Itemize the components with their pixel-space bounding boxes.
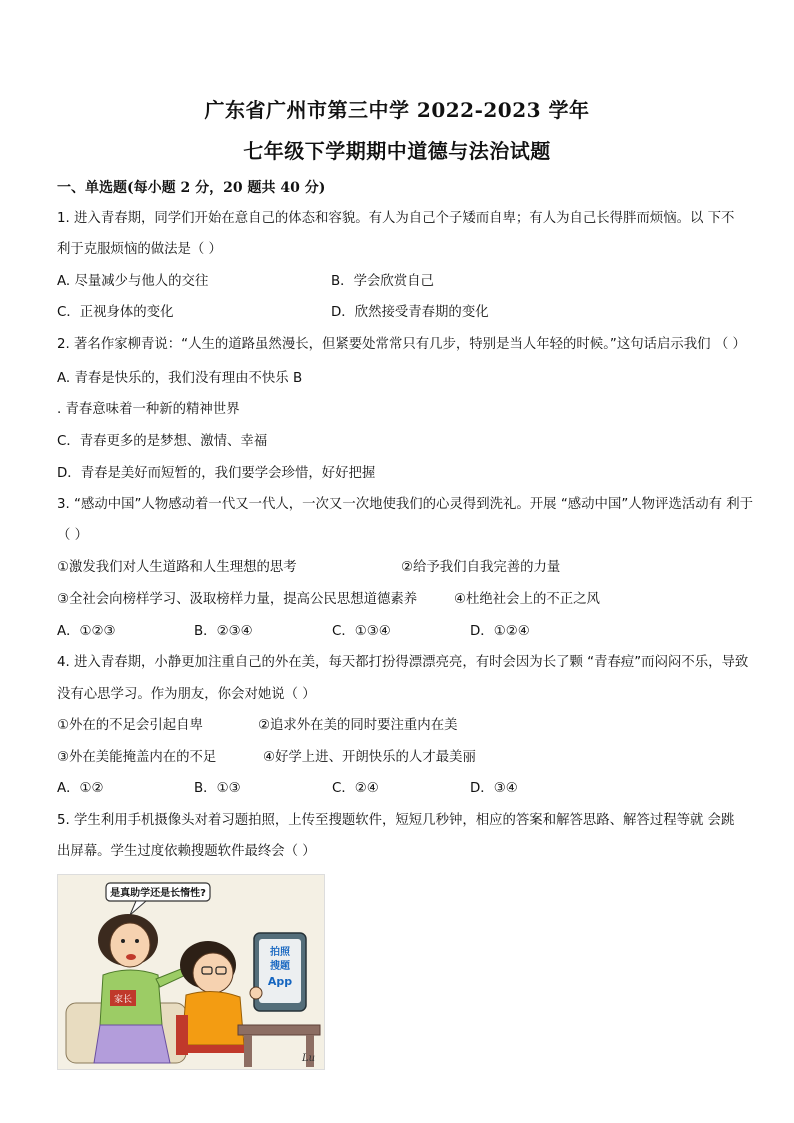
exam-title-line2: 七年级下学期期中道德与法治试题	[243, 139, 551, 163]
q2-option-line1: A. 青春是快乐的，我们没有理由不快乐 B	[57, 371, 303, 386]
q3-item-1: ①激发我们对人生道路和人生理想的思考	[57, 560, 297, 575]
q3-stem-line1: 3. “感动中国”人物感动着一代又一代人，一次又一次地使我们的心灵得到洗礼。开展 “感动中国”人物评选活动有 利于	[57, 497, 754, 512]
q4-stem-line2: 没有心思学习。作为朋友，你会对她说（ ）	[57, 687, 316, 702]
cartoon-signature: Lu	[302, 1053, 316, 1064]
q4-option-a: A．①②	[57, 781, 104, 796]
q3-item-3: ③全社会向榜样学习、汲取榜样力量，提高公民思想道德素养	[57, 592, 418, 607]
q2-option-line4: D．青春是美好而短暂的，我们要学会珍惜，好好把握	[57, 466, 376, 481]
q1-option-c: C．正视身体的变化	[57, 305, 174, 320]
exam-title-line1: 广东省广州市第三中学 2022-2023 学年	[204, 98, 590, 122]
cartoon-illustration	[57, 874, 325, 1070]
q2-option-line2: . 青春意味着一种新的精神世界	[57, 402, 240, 417]
cartoon-svg	[58, 875, 324, 1069]
q4-item-4: ④好学上进、开朗快乐的人才最美丽	[263, 750, 476, 765]
q3-option-c: C．①③④	[332, 624, 391, 639]
q2-stem-line1: 2. 著名作家柳青说：“人生的道路虽然漫长，但紧要处常常只有几步，特别是当人年轻的时候。”这句话启示我们 （ ）	[57, 337, 746, 352]
q3-stem-line2: （ ）	[57, 528, 89, 543]
q2-option-line3: C．青春更多的是梦想、激情、幸福	[57, 434, 268, 449]
q4-stem-line1: 4. 进入青春期，小静更加注重自己的外在美，每天都打扮得漂漂亮亮，有时会因为长了颗 “青春痘”而闷闷不乐，导致	[57, 655, 749, 670]
q3-option-d: D．①②④	[470, 624, 530, 639]
q1-option-d: D．欣然接受青春期的变化	[331, 305, 489, 320]
cartoon-bubble-text: 是真助学还是长惰性?	[110, 888, 206, 899]
q1-option-b: B．学会欣赏自己	[331, 274, 434, 289]
q4-option-d: D．③④	[470, 781, 518, 796]
cartoon-tablet-line3: App	[267, 975, 293, 988]
section-heading: 一、单选题(每小题 2 分，20 题共 40 分)	[57, 180, 326, 196]
q1-option-a: A. 尽量减少与他人的交往	[57, 274, 209, 289]
q4-option-b: B．①③	[194, 781, 241, 796]
q5-stem-line1: 5. 学生利用手机摄像头对着习题拍照，上传至搜题软件，短短几秒钟，相应的答案和解答思路、解答过程等就 会跳	[57, 813, 735, 828]
q3-item-4: ④杜绝社会上的不正之风	[454, 592, 600, 607]
q4-item-3: ③外在美能掩盖内在的不足	[57, 750, 217, 765]
q1-stem-line1: 1. 进入青春期，同学们开始在意自己的体态和容貌。有人为自己个子矮而自卑；有人为自己长得胖而烦恼。以 下不	[57, 211, 735, 226]
cartoon-tablet-line1: 拍照	[270, 947, 290, 958]
cartoon-tablet-line2: 搜题	[270, 961, 290, 972]
q3-option-b: B．②③④	[194, 624, 253, 639]
q4-item-2: ②追求外在美的同时要注重内在美	[258, 718, 458, 733]
q4-item-1: ①外在的不足会引起自卑	[57, 718, 203, 733]
q3-option-a: A．①②③	[57, 624, 116, 639]
cartoon-parent-tag: 家长	[113, 995, 133, 1005]
q3-item-2: ②给予我们自我完善的力量	[401, 560, 561, 575]
q1-stem-line2: 利于克服烦恼的做法是（ ）	[57, 242, 222, 257]
q4-option-c: C．②④	[332, 781, 379, 796]
q5-stem-line2: 出屏幕。学生过度依赖搜题软件最终会（ ）	[57, 844, 316, 859]
